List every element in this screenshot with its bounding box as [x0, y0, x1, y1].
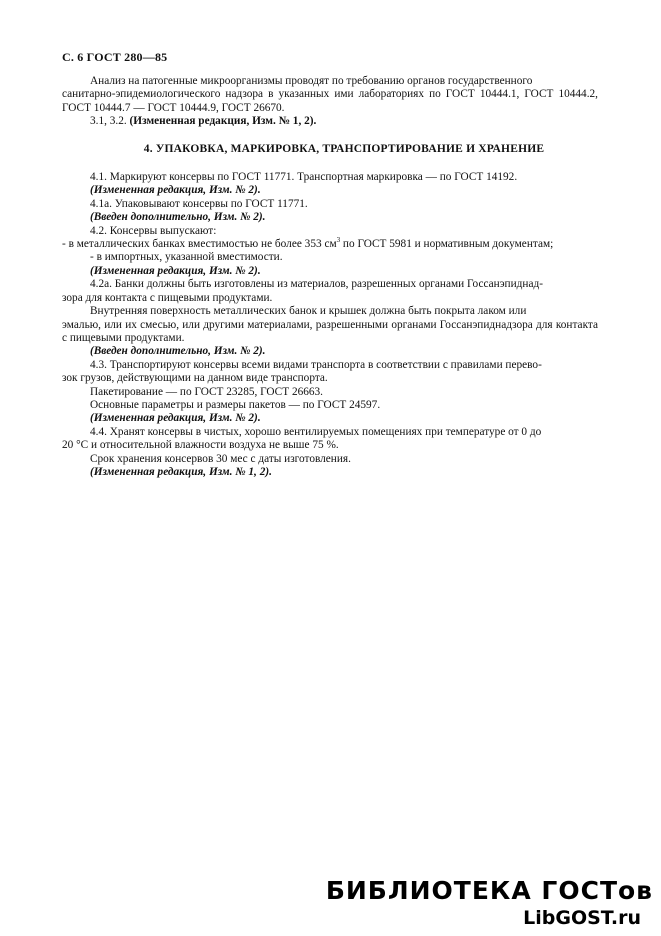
clause-4-4-1: 4.4. Хранят консервы в чистых, хорошо вентилируемых помещениях при температуре от 0 до — [90, 425, 542, 438]
clause-4-2a-1-cont: зора для контакта с пищевыми продуктами. — [62, 291, 273, 304]
clause-4-2a-2: Внутренняя поверхность металлических банок и крышек должна быть покрыта лаком или — [90, 305, 527, 318]
clause-4-2-bullet-1 — [62, 238, 598, 251]
clause-4-3-2: Пакетирование — по ГОСТ 23285, ГОСТ 26663. — [90, 385, 324, 398]
watermark-title: БИБЛИОТЕКА ГОСТов — [325, 876, 653, 905]
clause-4-4-2: Срок хранения консервов 30 мес с даты изготовления. — [90, 452, 351, 465]
intro-paragraph-2 — [90, 115, 598, 128]
watermark-site: LibGOST.ru — [523, 907, 641, 929]
page-header: С. 6 ГОСТ 280—85 — [62, 50, 168, 64]
intro-clause-ref: 3.1, 3.2. — [90, 115, 127, 128]
clause-4-3-edit: (Измененная редакция, Изм. № 2). — [90, 412, 261, 425]
intro-paragraph-1 — [90, 75, 598, 88]
clause-4-4-edit: (Измененная редакция, Изм. № 1, 2). — [90, 465, 272, 478]
bullet-1-text-end: по ГОСТ 5981 и нормативным документам; — [340, 238, 554, 251]
clause-4-2a-edit: (Введен дополнительно, Изм. № 2). — [90, 345, 266, 358]
library-watermark — [326, 876, 653, 930]
clause-4-1-edit: (Измененная редакция, Изм. № 2). — [90, 184, 261, 197]
clause-4-3-1-cont: зок грузов, действующими на данном виде транспорта. — [62, 372, 328, 385]
clause-4-3-3: Основные параметры и размеры пакетов — по ГОСТ 24597. — [90, 398, 381, 411]
document-body — [62, 75, 598, 479]
clause-4-2-edit: (Измененная редакция, Изм. № 2). — [90, 264, 261, 277]
clause-4-1a: 4.1а. Упаковывают консервы по ГОСТ 11771. — [90, 197, 308, 210]
intro-paragraph-1-cont: санитарно-эпидемиологического надзора в указанных ими лабораториях по ГОСТ 10444.1, ГОСТ 10444.2, ГОСТ 10444.7 — ГОСТ 10444.9, ГОСТ 26670. — [62, 88, 598, 114]
cubic-superscript: 3 — [336, 236, 341, 245]
clause-4-2-bullet-2: - в импортных, указанной вместимости. — [90, 251, 283, 264]
clause-4-1a-edit: (Введен дополнительно, Изм. № 2). — [90, 211, 266, 224]
section-title: 4. УПАКОВКА, МАРКИРОВКА, ТРАНСПОРТИРОВАНИЕ И ХРАНЕНИЕ — [143, 142, 545, 155]
clause-4-2: 4.2. Консервы выпускают: — [90, 224, 217, 237]
clause-4-4-1-cont: 20 °С и относительной влажности воздуха не выше 75 %. — [62, 439, 339, 452]
clause-4-3-1: 4.3. Транспортируют консервы всеми видами транспорта в соответствии с правилами перево- — [90, 358, 542, 371]
intro-line-1: Анализ на патогенные микроорганизмы проводят по требованию органов государственного — [90, 75, 533, 87]
clause-4-2a-2-cont: эмалью, или их смесью, или другими материалами, разрешенными органами Госсанэпиднадзора для контакта с пищевыми продуктами. — [62, 318, 598, 344]
clause-4-1: 4.1. Маркируют консервы по ГОСТ 11771. Транспортная маркировка — по ГОСТ 14192. — [90, 171, 518, 184]
bullet-1-text: - в металлических банках вместимостью не более 353 см — [62, 238, 337, 251]
clause-4-2a-1: 4.2а. Банки должны быть изготовлены из материалов, разрешенных органами Госсанэпиднад- — [90, 278, 543, 291]
intro-edit-note: (Измененная редакция, Изм. № 1, 2). — [129, 115, 317, 128]
